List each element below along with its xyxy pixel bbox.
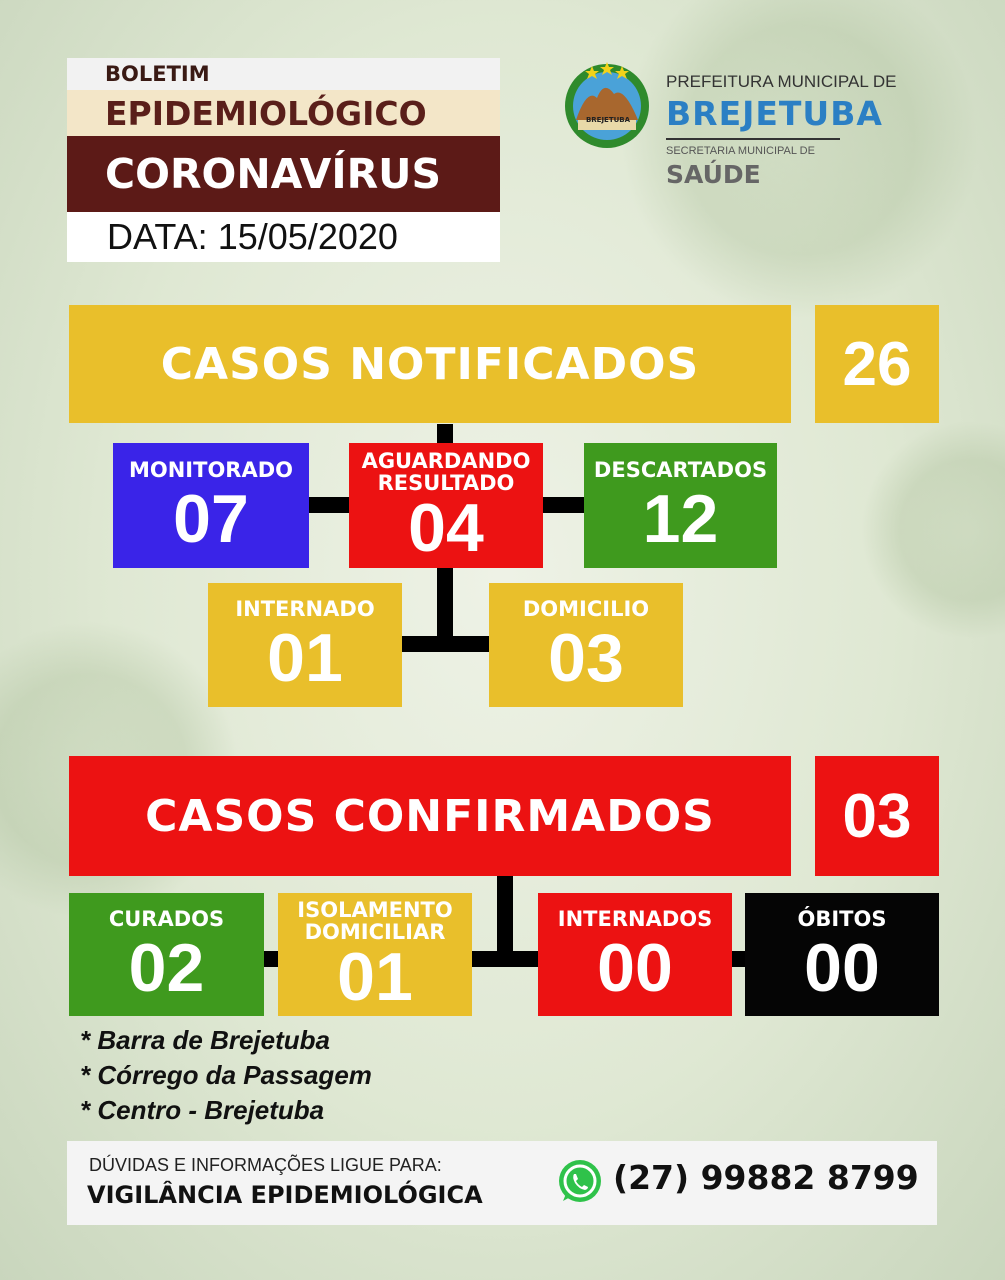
curados-value: 02	[128, 929, 205, 1006]
casos-notificados-total	[815, 305, 939, 423]
secretaria-label: SECRETARIA MUNICIPAL DE	[666, 145, 815, 157]
aguardando-label-2: RESULTADO	[377, 470, 515, 495]
internado-value: 01	[267, 620, 343, 696]
descartados-box	[584, 443, 777, 568]
notificados-total-value: 26	[842, 329, 912, 399]
aguardando-value: 04	[408, 489, 484, 566]
internado-label: INTERNADO	[235, 597, 375, 621]
internados-value: 00	[597, 929, 673, 1006]
connector-line	[470, 951, 540, 967]
isolamento-label-1: ISOLAMENTO	[297, 897, 453, 922]
bulletin-label: BOLETIM	[67, 58, 500, 90]
bulletin-title: CORONAVÍRUS	[67, 136, 500, 212]
confirmados-total-value: 03	[842, 781, 912, 851]
casos-notificados-banner	[69, 305, 791, 423]
aguardando-label-1: AGUARDANDO	[361, 448, 531, 473]
logo-divider	[666, 138, 840, 140]
phone-number[interactable]: (27) 99882 8799	[613, 1158, 919, 1197]
monitorado-box	[113, 443, 309, 568]
saude-label: SAÚDE	[666, 160, 761, 189]
neighborhood-item: * Barra de Brejetuba	[80, 1025, 330, 1055]
casos-notificados-title: CASOS NOTIFICADOS	[160, 338, 700, 390]
obitos-box	[745, 893, 939, 1016]
aguardando-box	[349, 443, 543, 568]
isolamento-label-2: DOMICILIAR	[304, 919, 446, 944]
domicilio-label: DOMICILIO	[522, 597, 650, 621]
casos-confirmados-banner	[69, 756, 791, 876]
footer-question-text: DÚVIDAS E INFORMAÇÕES LIGUE PARA:	[89, 1155, 442, 1175]
background-virus-decoration	[860, 420, 1005, 640]
internado-box	[208, 583, 402, 707]
connector-line	[400, 636, 492, 652]
connector-line	[263, 951, 279, 967]
curados-box	[69, 893, 264, 1016]
date-label: DATA:	[107, 216, 208, 257]
curados-label: CURADOS	[108, 906, 225, 931]
descartados-label: DESCARTADOS	[593, 457, 768, 482]
prefeitura-label: PREFEITURA MUNICIPAL DE	[666, 72, 897, 91]
connector-line	[437, 424, 453, 444]
obitos-label: ÓBITOS	[797, 906, 887, 931]
obitos-value: 00	[804, 929, 880, 1006]
whatsapp-icon	[555, 1157, 605, 1207]
bulletin-subtitle: EPIDEMIOLÓGICO	[67, 90, 500, 136]
internados-box	[538, 893, 732, 1016]
connector-line	[307, 497, 351, 513]
descartados-value: 12	[642, 480, 719, 557]
monitorado-label: MONITORADO	[128, 457, 294, 482]
domicilio-box	[489, 583, 683, 707]
internados-label: INTERNADOS	[557, 906, 713, 931]
neighborhood-item: * Centro - Brejetuba	[80, 1095, 325, 1125]
date-day: 15	[217, 216, 258, 257]
casos-confirmados-total	[815, 756, 939, 876]
contact-footer	[67, 1141, 937, 1225]
city-name: BREJETUBA	[666, 94, 883, 133]
seal-text: BREJETUBA	[585, 116, 631, 124]
footer-vigilancia-text: VIGILÂNCIA EPIDEMIOLÓGICA	[87, 1181, 483, 1209]
isolamento-box	[278, 893, 472, 1016]
date-year: 2020	[317, 216, 398, 257]
monitorado-value: 07	[173, 480, 249, 557]
municipal-seal-icon	[562, 58, 652, 150]
isolamento-value: 01	[337, 938, 413, 1015]
neighborhood-item: * Córrego da Passagem	[80, 1060, 372, 1090]
date-month: 05	[267, 216, 308, 257]
domicilio-value: 03	[548, 620, 624, 696]
bulletin-date: DATA: 15 / 05 / 2020	[67, 212, 500, 262]
casos-confirmados-title: CASOS CONFIRMADOS	[145, 790, 715, 842]
connector-line	[542, 497, 586, 513]
